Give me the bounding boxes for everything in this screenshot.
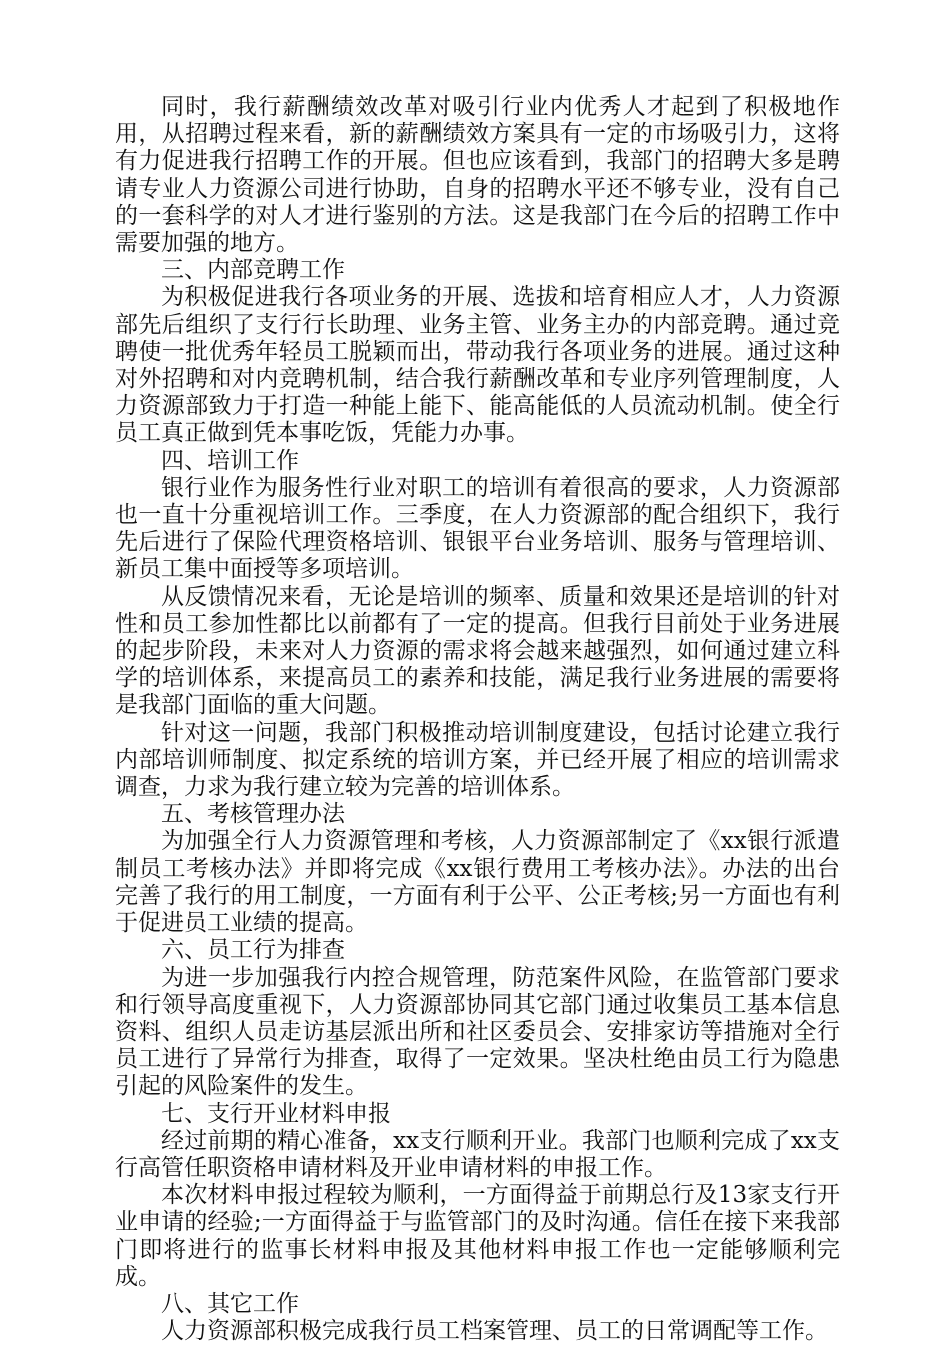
- paragraph-training-overview: 银行业作为服务性行业对职工的培训有着很高的要求，人力资源部也一直十分重视培训工作。三季度，在人力资源部的配合组织下，我行先后进行了保险代理资格培训、银银平台业务培训、服务与管理培训、新员工集中面授等多项培训。: [115, 474, 840, 583]
- paragraph-assessment: 为加强全行人力资源管理和考核，人力资源部制定了《xx银行派遣制员工考核办法》并即将完成《xx银行费用工考核办法》。办法的出台完善了我行的用工制度，一方面有利于公平、公正考核;另一方面也有利于促进员工业绩的提高。: [115, 828, 840, 937]
- paragraph-behavior-check: 为进一步加强我行内控合规管理，防范案件风险，在监管部门要求和行领导高度重视下，人力资源部协同其它部门通过收集员工基本信息资料、组织人员走访基层派出所和社区委员会、安排家访等措施对全行员工进行了异常行为排查，取得了一定效果。坚决杜绝由员工行为隐患引起的风险案件的发生。: [115, 964, 840, 1100]
- paragraph-other-work: 人力资源部积极完成我行员工档案管理、员工的日常调配等工作。: [161, 1318, 828, 1345]
- document-body: [115, 94, 840, 1345]
- section-heading-internal-competition: 三、内部竞聘工作: [161, 257, 345, 284]
- section-heading-behavior-check: 六、员工行为排查: [161, 937, 345, 964]
- paragraph-training-feedback: 从反馈情况来看，无论是培训的频率、质量和效果还是培训的针对性和员工参加性都比以前都有了一定的提高。但我行目前处于业务进展的起步阶段，未来对人力资源的需求将会越来越强烈，如何通过建立科学的培训体系，来提高员工的素养和技能，满足我行业务进展的需要将是我部门面临的重大问题。: [115, 583, 840, 719]
- section-heading-other-work: 八、其它工作: [161, 1290, 299, 1317]
- paragraph-branch-opening: 经过前期的精心准备，xx支行顺利开业。我部门也顺利完成了xx支行高管任职资格申请材料及开业申请材料的申报工作。: [115, 1127, 840, 1181]
- section-heading-training: 四、培训工作: [161, 447, 299, 474]
- paragraph-internal-competition: 为积极促进我行各项业务的开展、选拔和培育相应人才，人力资源部先后组织了支行行长助理、业务主管、业务主办的内部竞聘。通过竞聘使一批优秀年轻员工脱颖而出，带动我行各项业务的进展。通过这种对外招聘和对内竞聘机制，结合我行薪酬改革和专业序列管理制度，人力资源部致力于打造一种能上能下、能高能低的人员流动机制。使全行员工真正做到凭本事吃饭，凭能力办事。: [115, 284, 840, 447]
- paragraph-training-system: 针对这一问题，我部门积极推动培训制度建设，包括讨论建立我行内部培训师制度、拟定系统的培训方案，并已经开展了相应的培训需求调查，力求为我行建立较为完善的培训体系。: [115, 719, 840, 801]
- paragraph-application-process: 本次材料申报过程较为顺利，一方面得益于前期总行及13家支行开业申请的经验;一方面得益于与监管部门的及时沟通。信任在接下来我部门即将进行的监事长材料申报及其他材料申报工作也一定能够顺利完成。: [115, 1182, 840, 1290]
- section-heading-branch-opening: 七、支行开业材料申报: [161, 1100, 391, 1127]
- section-heading-assessment: 五、考核管理办法: [161, 801, 345, 828]
- paragraph-recruitment-summary: 同时，我行薪酬绩效改革对吸引行业内优秀人才起到了积极地作用，从招聘过程来看，新的薪酬绩效方案具有一定的市场吸引力，这将有力促进我行招聘工作的开展。但也应该看到，我部门的招聘大多是聘请专业人力资源公司进行协助，自身的招聘水平还不够专业，没有自己的一套科学的对人才进行鉴别的方法。这是我部门在今后的招聘工作中需要加强的地方。: [115, 94, 840, 257]
